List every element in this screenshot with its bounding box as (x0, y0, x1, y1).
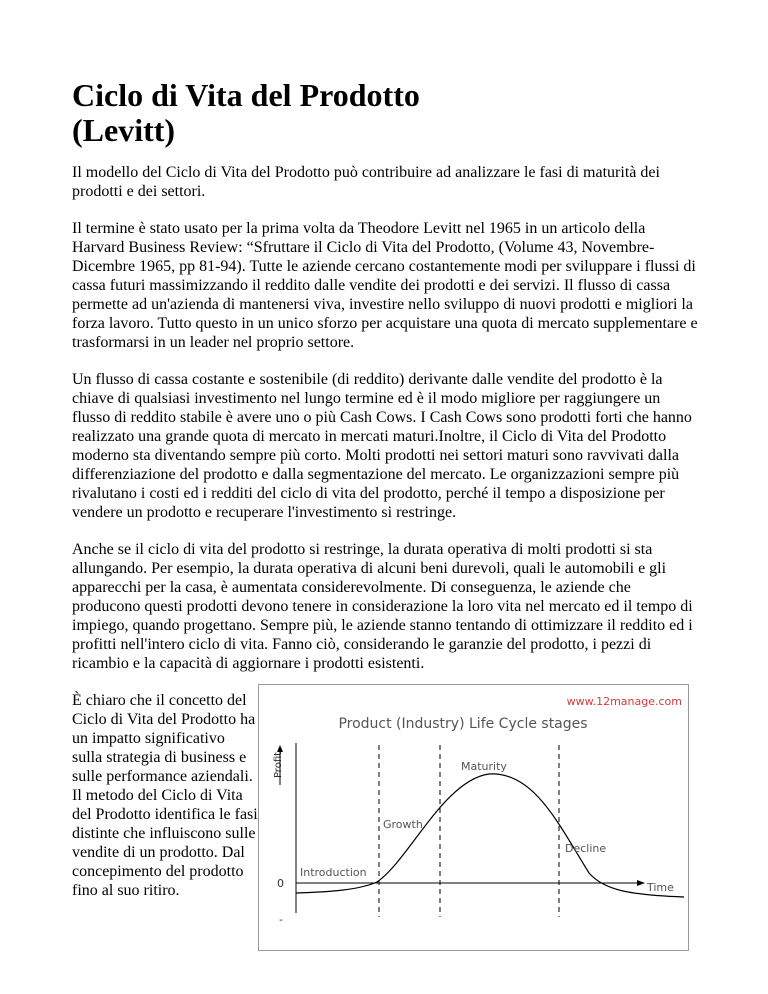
title-line-2: (Levitt) (72, 112, 176, 148)
stage-maturity: Maturity (461, 760, 507, 773)
paragraph-levitt: Il termine è stato usato per la prima volta da Theodore Levitt nel 1965 in un articolo della Harvard Business Review: “Sfruttare il Ciclo di Vita del Prodotto, (Volume 43, Novembre-Dicembre 1965, pp 81-94). Tutte le aziende cercano costantemente modi per sviluppare i flussi di cassa futuri massimizzando il reddito dalle vendite dei prodotti e dei servizi. Il flusso di cassa permette ad un'azienda di mantenersi viva, investire nello sviluppo di nuovi prodotti e migliori la forza lavoro. Tutto questo in un unico sforzo per acquistare una quota di mercato supplementare e trasformarsi in un leader nel proprio settore. (72, 220, 698, 351)
stage-growth: Growth (383, 818, 423, 831)
y-axis-label: Profit (273, 751, 284, 779)
figure-row (72, 691, 700, 971)
page-title (72, 78, 700, 148)
paragraph-cash-flow: Un flusso di cassa costante e sostenibile (di reddito) derivante dalle vendite del prodotto è la chiave di qualsiasi investimento nel lungo termine ed è il modo migliore per raggiungere un flusso di reddito stabile è avere uno o più Cash Cows. I Cash Cows sono prodotti forti che hanno realizzato una grande quota di mercato in mercati maturi.Inoltre, il Ciclo di Vita del Prodotto moderno sta diventando sempre più corto. Molti prodotti nei settori maturi sono ravvivati dalla differenziazione del prodotto e dalla segmentazione del mercato. Le organizzazioni sempre più rivalutano i costi ed i redditi del ciclo di vita del prodotto, perché il tempo a disposizione per vendere un prodotto e recuperare l'investimento si restringe. (72, 371, 692, 521)
side-paragraph: È chiaro che il concetto del Ciclo di Vita del Prodotto ha un impatto significativo sulla strategia di business e sulle performance aziendali. Il metodo del Ciclo di Vita del Prodotto identifica le fasi distinte che influiscono sulle vendite di un prodotto. Dal concepimento del prodotto fino al suo ritiro. (72, 692, 258, 899)
stage-decline: Decline (565, 842, 607, 855)
zero-label: 0 (277, 877, 284, 890)
paragraph-intro: Il modello del Ciclo di Vita del Prodotto può contribuire ad analizzare le fasi di maturità dei prodotti e dei settori. (72, 164, 660, 200)
minus-label: - (279, 913, 283, 926)
title-line-1: Ciclo di Vita del Prodotto (72, 77, 420, 113)
y-axis-arrowhead (277, 745, 283, 752)
time-axis-arrowhead (637, 880, 645, 886)
diagram-title: Product (Industry) Life Cycle stages (338, 716, 588, 732)
time-label: Time (647, 881, 674, 894)
document-page (72, 78, 700, 971)
life-cycle-diagram (258, 684, 689, 951)
paragraph-durability: Anche se il ciclo di vita del prodotto si restringe, la durata operativa di molti prodotti si sta allungando. Per esempio, la durata operativa di alcuni beni durevoli, quali le automobili e gli apparecchi per la casa, è aumentata considerevolmente. Di conseguenza, le aziende che producono questi prodotti devono tenere in considerazione la loro vita nel mercato ed il tempo di impiego, quando progettano. Sempre più, le aziende stanno tentando di ottimizzare il reddito ed i profitti nell'intero ciclo di vita. Fanno ciò, considerando le garanzie del prodotto, i pezzi di ricambio e la capacità di aggiornare i prodotti esistenti. (72, 541, 693, 672)
stage-introduction: Introduction (300, 866, 367, 879)
watermark-text: www.12manage.com (566, 695, 682, 708)
